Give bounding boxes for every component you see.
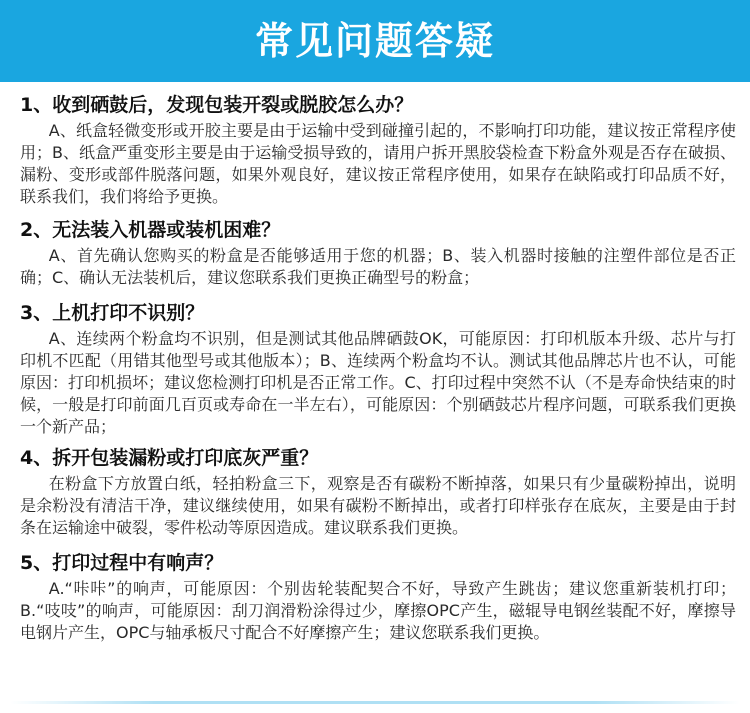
faq-item <box>20 217 736 300</box>
bottom-divider <box>10 701 740 704</box>
faq-answer: A、首先确认您购买的粉盒是否能够适用于您的机器；B、装入机器时接触的注塑件部位是否正确；C、确认无法装机后，建议您联系我们更换正确型号的粉盒； <box>20 246 736 287</box>
faq-question: 5、打印过程中有响声？ <box>20 552 224 574</box>
faq-item <box>20 550 736 690</box>
faq-item <box>20 92 736 217</box>
faq-answer: 在粉盒下方放置白纸，轻拍粉盒三下，观察是否有碳粉不断掉落，如果只有少量碳粉掉出，说明是余粉没有清洁干净，建议继续使用，如果有碳粉不断掉出，或者打印样张存在底灰，主要是由于封条在运输途中破裂，零件松动等原因造成。建议联系我们更换。 <box>20 474 736 537</box>
faq-answer: A、纸盒轻微变形或开胶主要是由于运输中受到碰撞引起的，不影响打印功能，建议按正常程序使用；B、纸盒严重变形主要是由于运输受损导致的，请用户拆开黑胶袋检查下粉盒外观是否存在破损、漏粉、变形或部件脱落问题，如果外观良好，建议按正常程序使用，如果存在缺陷或打印品质不好，联系我们，我们将给予更换。 <box>20 121 736 206</box>
faq-question: 1、收到硒鼓后，发现包装开裂或脱胶怎么办？ <box>20 94 414 116</box>
faq-answer: A.“咔咔”的响声，可能原因：个别齿轮装配契合不好，导致产生跳齿；建议您重新装机打印；B.“吱吱”的响声，可能原因：刮刀润滑粉涂得过少，摩擦OPC产生，磁辊导电钢丝装配不好，摩擦导电钢片产生，OPC与轴承板尺寸配合不好摩擦产生；建议您联系我们更换。 <box>20 579 736 642</box>
faq-answer: A、连续两个粉盒均不识别，但是测试其他品牌硒鼓OK，可能原因：打印机版本升级、芯片与打印机不匹配（用错其他型号或其他版本）；B、连续两个粉盒均不认。测试其他品牌芯片也不认，可能原因：打印机损坏；建议您检测打印机是否正常工作。C、打印过程中突然不认（不是寿命快结束的时候，一般是打印前面几百页或寿命在一半左右），可能原因：个别硒鼓芯片程序问题，可联系我们更换一个新产品； <box>20 329 736 436</box>
faq-question: 4、拆开包装漏粉或打印底灰严重？ <box>20 447 319 469</box>
faq-list <box>20 92 736 690</box>
faq-item <box>20 300 736 445</box>
faq-question: 3、上机打印不识别？ <box>20 302 205 324</box>
page-title: 常见问题答疑 <box>254 19 495 63</box>
faq-item <box>20 445 736 550</box>
faq-question: 2、无法装入机器或装机困难？ <box>20 219 281 241</box>
